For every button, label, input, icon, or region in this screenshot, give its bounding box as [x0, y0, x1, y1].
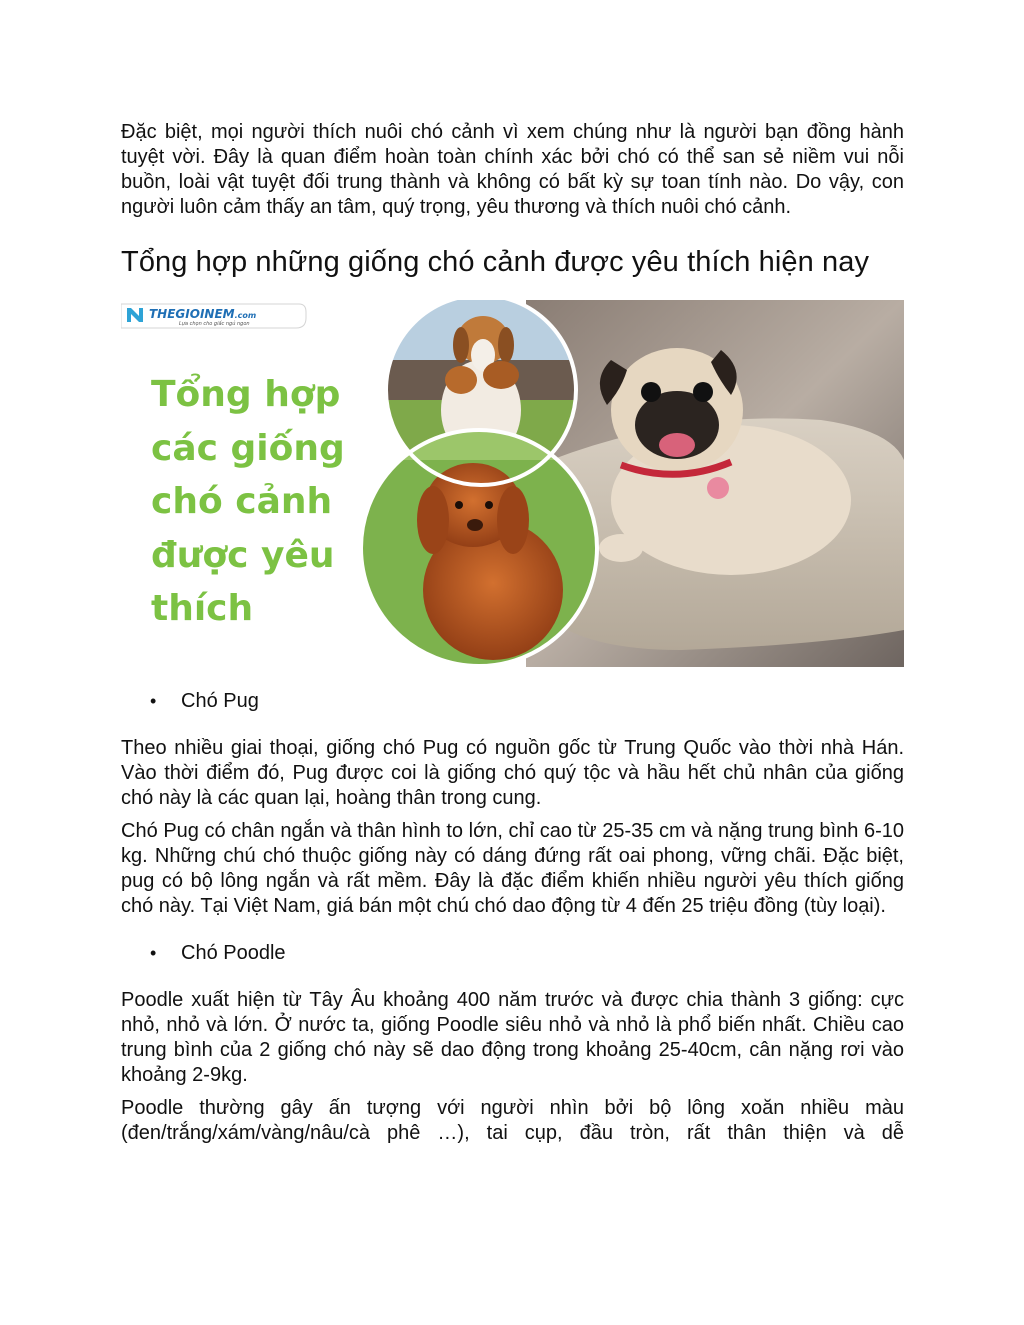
site-logo	[121, 300, 311, 337]
document-page	[121, 120, 904, 1146]
banner-title-line: các giống	[151, 427, 345, 469]
breed-heading-poodle: • Chó Poodle	[121, 941, 904, 966]
pug-tag	[707, 477, 729, 499]
pug-eye-right	[693, 382, 713, 402]
pug-tongue	[659, 433, 695, 457]
logo-text: THEGIOINEM	[149, 307, 235, 321]
section-heading: Tổng hợp những giống chó cảnh được yêu thích hiện nay	[121, 246, 870, 278]
banner-title	[151, 368, 391, 636]
banner-title-line: Tổng hợp	[151, 374, 341, 415]
logo-tagline: Lựa chọn cho giấc ngủ ngon	[179, 321, 250, 327]
pug-eye-left	[641, 382, 661, 402]
banner-image	[121, 300, 904, 667]
logo-suffix: .com	[234, 311, 257, 320]
logo-badge	[121, 300, 311, 332]
banner-title-line: được yêu	[151, 534, 335, 576]
pug-paragraph-2: Chó Pug có chân ngắn và thân hình to lớn, chỉ cao từ 25-35 cm và nặng trung bình 6-10 kg. Những chú chó thuộc giống này có dáng đứng rất oai phong, vững chãi. Đặc biệt, pug có bộ lông ngắn và rất mềm. Đây là đặc điểm khiến nhiều người yêu thích giống chó này. Tại Việt Nam, giá bán một chú chó dao động từ 4 đến 25 triệu đồng (tùy loại).	[121, 820, 904, 917]
pug-paw-left	[599, 534, 643, 562]
breed-list-pug	[121, 689, 904, 714]
pug-paragraph-1: Theo nhiều giai thoại, giống chó Pug có nguồn gốc từ Trung Quốc vào thời nhà Hán. Vào thời điểm đó, Pug được coi là giống chó quý tộc và hầu hết chủ nhân của giống chó này là các quan lại, hoàng thân trong cung.	[121, 737, 904, 809]
breed-heading-pug: • Chó Pug	[121, 689, 904, 714]
poodle-paragraph-2: Poodle thường gây ấn tượng với người nhìn bởi bộ lông xoăn nhiều màu (đen/trắng/xám/vàng/nâu/cà phê …), tai cụp, đầu tròn, rất thân thiện và dễ	[121, 1097, 904, 1144]
poodle-paragraph-1: Poodle xuất hiện từ Tây Âu khoảng 400 năm trước và được chia thành 3 giống: cực nhỏ, nhỏ và lớn. Ở nước ta, giống Poodle siêu nhỏ và nhỏ là phổ biến nhất. Chiều cao trung bình của 2 giống chó này sẽ dao động trong khoảng 25-40cm, cân nặng rơi vào khoảng 2-9kg.	[121, 989, 904, 1086]
banner-title-line: thích	[151, 588, 254, 629]
pug-paw-right	[714, 526, 758, 554]
intro-paragraph: Đặc biệt, mọi người thích nuôi chó cảnh vì xem chúng như là người bạn đồng hành tuyệt vời. Đây là quan điểm hoàn toàn chính xác bởi chó có thể san sẻ niềm vui nỗi buồn, loài vật tuyệt đối trung thành và không có bất kỳ sự toan tính nào. Do vậy, con người luôn cảm thấy an tâm, quý trọng, yêu thương và thích nuôi chó cảnh.	[121, 121, 904, 218]
breed-list-poodle	[121, 941, 904, 966]
banner-title-line: chó cảnh	[151, 481, 333, 522]
